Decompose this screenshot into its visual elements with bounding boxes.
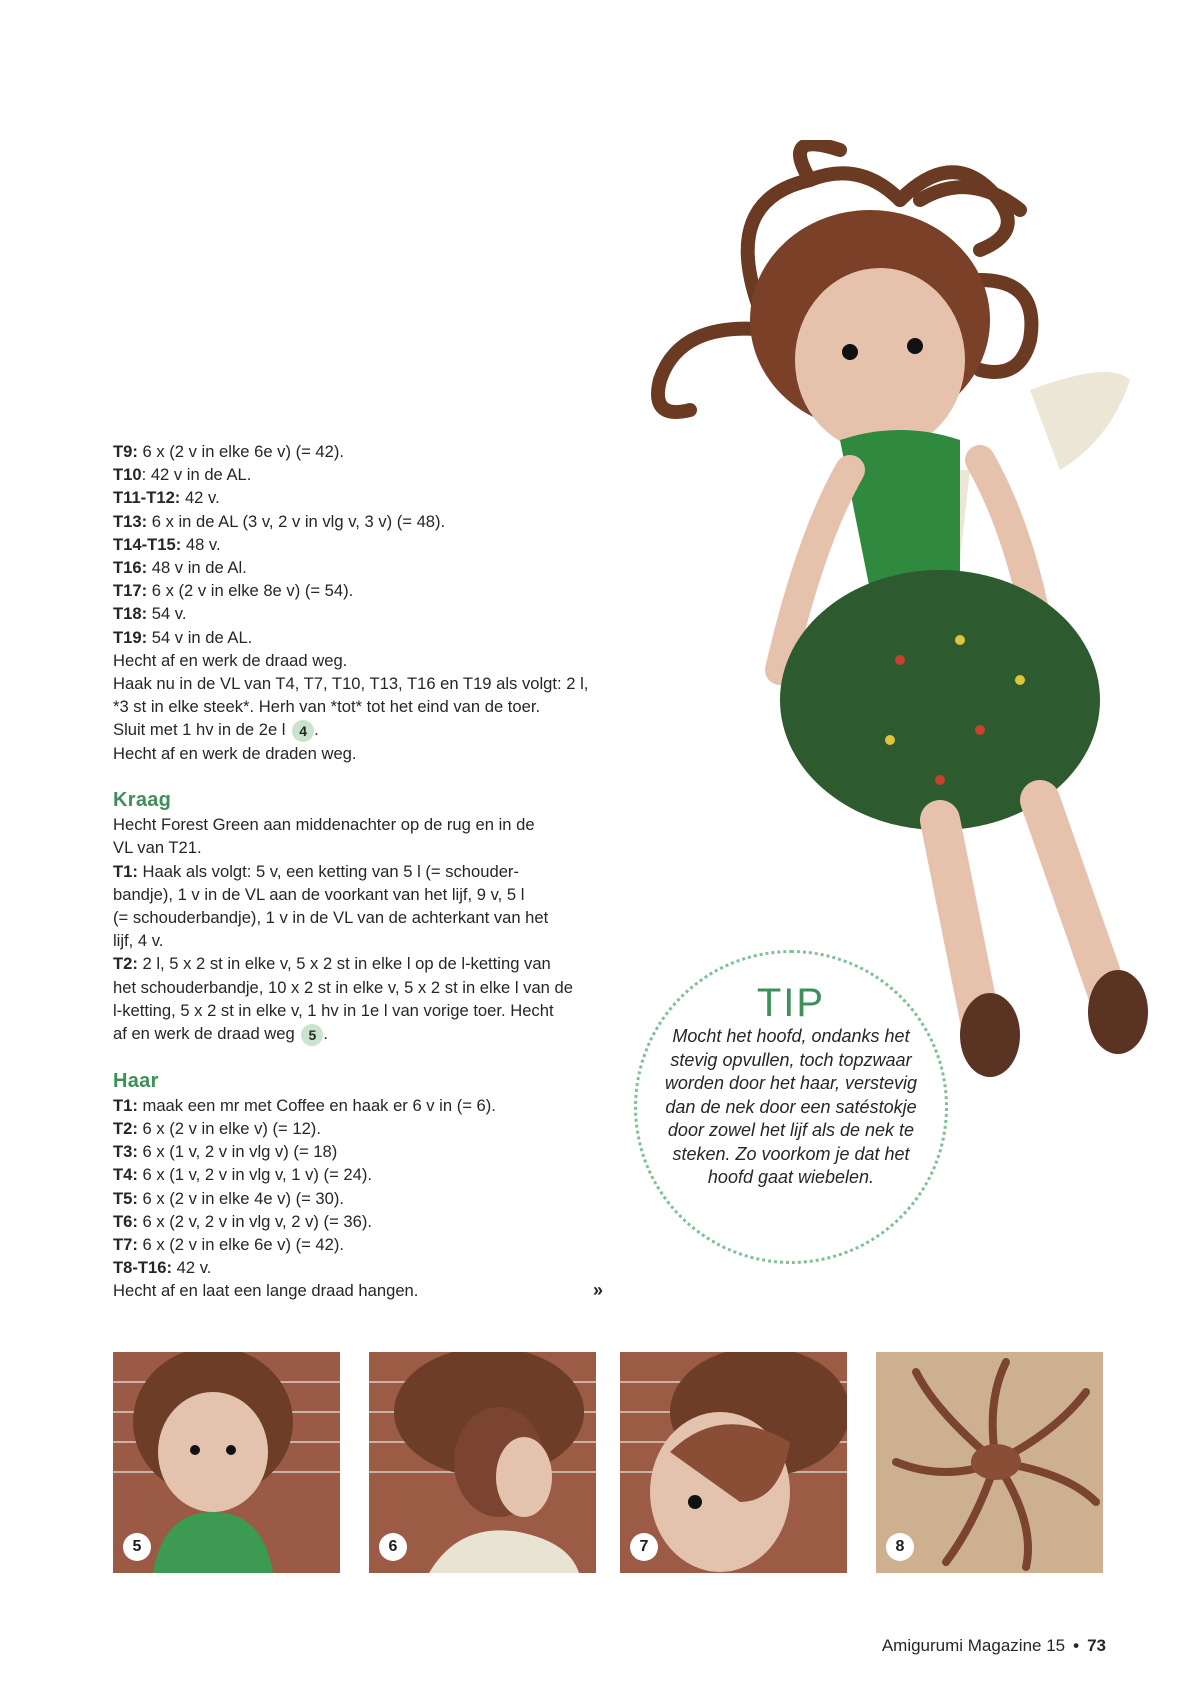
round-label: T2: bbox=[113, 954, 138, 974]
round-instruction: 6 x (2 v in elke v) (= 12). bbox=[137, 1118, 321, 1138]
round-instruction: lijf, 4 v. bbox=[113, 931, 164, 951]
round-instruction: 6 x (2 v in elke 6e v) (= 42). bbox=[137, 442, 345, 461]
photo-number-badge: 5 bbox=[123, 1533, 151, 1561]
kraag-line bbox=[113, 906, 603, 929]
round-instruction: 6 x (2 v, 2 v in vlg v, 2 v) (= 36). bbox=[137, 1211, 372, 1231]
haar-line bbox=[113, 1256, 603, 1279]
round-instruction: 6 x (1 v, 2 v in vlg v, 1 v) (= 24). bbox=[137, 1165, 372, 1185]
pattern-line bbox=[113, 440, 603, 463]
round-instruction: Haak als volgt: 5 v, een ketting van 5 l (= schouder- bbox=[137, 861, 519, 881]
pattern-line bbox=[113, 649, 603, 672]
round-instruction: 42 v. bbox=[172, 1258, 212, 1278]
photo-5 bbox=[113, 1352, 340, 1573]
kraag-line bbox=[113, 836, 603, 859]
pattern-line bbox=[113, 486, 603, 509]
pattern-line bbox=[113, 695, 603, 718]
round-label: T18: bbox=[113, 604, 148, 624]
tip-title: TIP bbox=[756, 981, 826, 1025]
round-label: T2: bbox=[113, 1118, 138, 1138]
haar-line bbox=[113, 1094, 603, 1117]
round-label: T6: bbox=[113, 1211, 138, 1231]
round-label: T3: bbox=[113, 1142, 138, 1162]
round-instruction: Hecht af en werk de draad weg. bbox=[113, 650, 348, 670]
round-label: T16: bbox=[113, 558, 148, 578]
round-label: T11-T12: bbox=[113, 488, 181, 508]
pattern-line bbox=[113, 626, 603, 649]
round-label: T14-T15: bbox=[113, 534, 182, 554]
pattern-line bbox=[113, 463, 603, 486]
round-label: T10 bbox=[113, 465, 142, 485]
pattern-text bbox=[113, 440, 603, 1303]
round-label: T17: bbox=[113, 581, 148, 601]
haar-line bbox=[113, 1140, 603, 1163]
round-instruction: bandje), 1 v in de VL aan de voorkant van het lijf, 9 v, 5 l bbox=[113, 884, 525, 904]
round-instruction: 48 v. bbox=[181, 534, 221, 554]
haar-last-line: Hecht af en laat een lange draad hangen. » bbox=[113, 1279, 603, 1302]
round-label: T13: bbox=[113, 511, 148, 531]
pattern-line bbox=[113, 579, 603, 602]
round-instruction: 2 l, 5 x 2 st in elke v, 5 x 2 st in elke l op de l-ketting van bbox=[137, 954, 551, 974]
round-instruction: VL van T21. bbox=[113, 838, 202, 858]
round-instruction: Haak nu in de VL van T4, T7, T10, T13, T16 en T19 als volgt: 2 l, bbox=[113, 674, 589, 694]
tip-box bbox=[634, 950, 948, 1264]
round-instruction: 54 v in de AL. bbox=[147, 627, 253, 647]
kraag-line bbox=[113, 999, 603, 1022]
kraag-line bbox=[113, 860, 603, 883]
kraag-line bbox=[113, 883, 603, 906]
doll-photo bbox=[640, 140, 1190, 1100]
round-instruction: 6 x in de AL (3 v, 2 v in vlg v, 3 v) (= 48). bbox=[147, 511, 446, 531]
round-instruction: 6 x (2 v in elke 6e v) (= 42). bbox=[137, 1234, 345, 1254]
round-instruction: (= schouderbandje), 1 v in de VL van de achterkant van het bbox=[113, 908, 549, 928]
round-instruction: 6 x (2 v in elke 8e v) (= 54). bbox=[147, 581, 354, 601]
footer-separator: • bbox=[1073, 1636, 1080, 1655]
round-instruction: : 42 v in de AL. bbox=[141, 465, 252, 485]
photo-number-badge: 6 bbox=[379, 1533, 407, 1561]
round-instruction: 6 x (2 v in elke 4e v) (= 30). bbox=[137, 1188, 345, 1208]
photo-8 bbox=[876, 1352, 1103, 1573]
kraag-line bbox=[113, 976, 603, 999]
photo-6 bbox=[369, 1352, 596, 1573]
round-label: T19: bbox=[113, 627, 148, 647]
kraag-line bbox=[113, 952, 603, 975]
step-badge: 4 bbox=[292, 720, 314, 742]
photo-number-badge: 7 bbox=[630, 1533, 658, 1561]
round-instruction: l-ketting, 5 x 2 st in elke v, 1 hv in 1e l van vorige toer. Hecht bbox=[113, 1000, 554, 1020]
kraag-last-line: af en werk de draad weg 5 . bbox=[113, 1022, 603, 1046]
round-instruction: maak een mr met Coffee en haak er 6 v in (= 6). bbox=[137, 1095, 496, 1115]
haar-line bbox=[113, 1210, 603, 1233]
round-instruction: 54 v. bbox=[147, 604, 187, 624]
heading-haar: Haar bbox=[113, 1069, 159, 1092]
photo-number-badge: 8 bbox=[886, 1533, 914, 1561]
round-label: T5: bbox=[113, 1188, 138, 1208]
pattern-line bbox=[113, 510, 603, 533]
round-label: T8-T16: bbox=[113, 1258, 173, 1278]
round-instruction: 42 v. bbox=[180, 488, 220, 508]
sluit-line: Sluit met 1 hv in de 2e l 4 . bbox=[113, 718, 603, 742]
magazine-title: Amigurumi Magazine 15 bbox=[881, 1636, 1066, 1655]
kraag-line bbox=[113, 929, 603, 952]
round-instruction: 6 x (1 v, 2 v in vlg v) (= 18) bbox=[137, 1142, 338, 1162]
round-instruction: *3 st in elke steek*. Herh van *tot* tot het eind van de toer. bbox=[113, 697, 541, 717]
round-label: T1: bbox=[113, 861, 138, 881]
photo-7 bbox=[620, 1352, 847, 1573]
page-number: 73 bbox=[1087, 1636, 1106, 1655]
round-label: T9: bbox=[113, 442, 138, 461]
haar-line bbox=[113, 1233, 603, 1256]
hecht-final-line: Hecht af en werk de draden weg. bbox=[113, 744, 357, 764]
tip-text: Mocht het hoofd, ondanks het stevig opvullen, toch topzwaar worden door het haar, verstevig dan de nek door een satéstokje door zowel het lijf als de nek te steken. Zo voorkom je dat het hoofd gaat wiebelen. bbox=[664, 1026, 918, 1187]
round-label: T4: bbox=[113, 1165, 138, 1185]
haar-line bbox=[113, 1187, 603, 1210]
pattern-line bbox=[113, 533, 603, 556]
haar-line bbox=[113, 1117, 603, 1140]
round-instruction: Hecht Forest Green aan middenachter op de rug en in de bbox=[113, 815, 535, 835]
pattern-line bbox=[113, 556, 603, 579]
pattern-line bbox=[113, 672, 603, 695]
kraag-line bbox=[113, 813, 603, 836]
round-instruction: het schouderbandje, 10 x 2 st in elke v, 5 x 2 st in elke l van de bbox=[113, 977, 573, 997]
haar-line bbox=[113, 1163, 603, 1186]
round-label: T7: bbox=[113, 1234, 138, 1254]
continue-arrow-icon: » bbox=[592, 1280, 603, 1301]
round-instruction: 48 v in de Al. bbox=[147, 558, 247, 578]
page-footer bbox=[882, 1636, 1106, 1656]
heading-kraag: Kraag bbox=[113, 789, 172, 812]
step-badge: 5 bbox=[301, 1024, 323, 1046]
pattern-line bbox=[113, 602, 603, 625]
round-label: T1: bbox=[113, 1095, 138, 1115]
